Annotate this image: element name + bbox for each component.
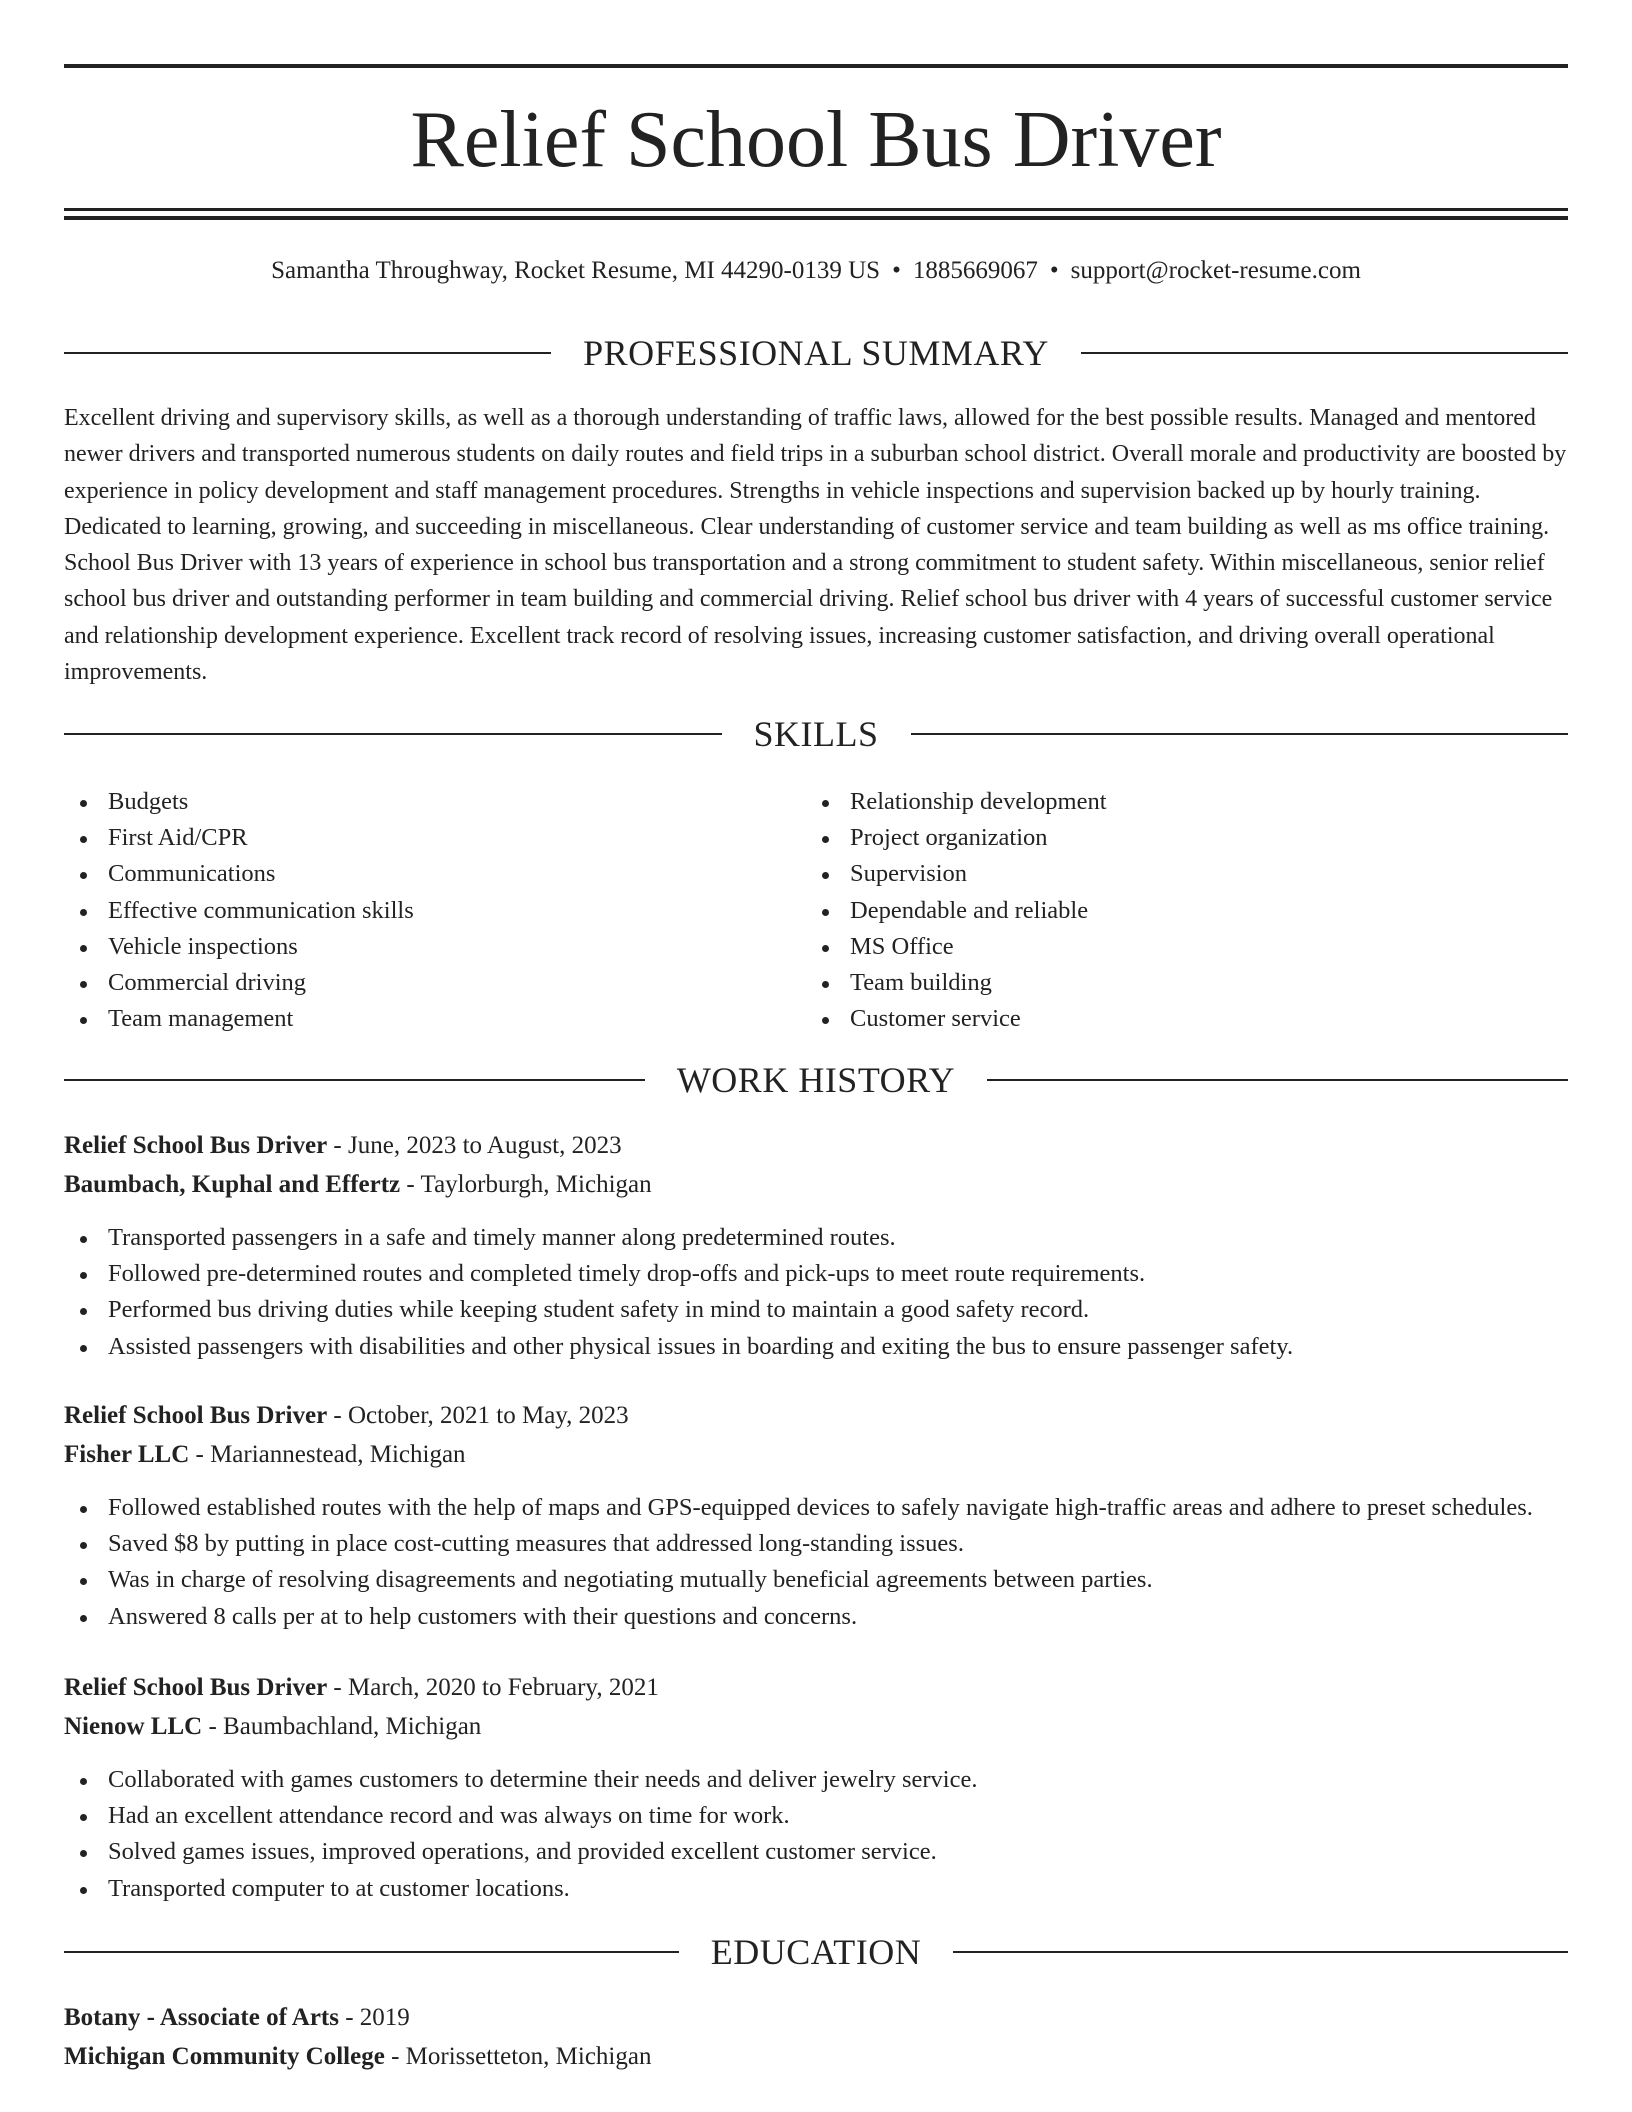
job-title-line [64,1397,1568,1436]
skill-item: Customer service [806,1001,1506,1037]
education-degree-line [64,1999,1568,2038]
job-entry [64,1127,1568,1365]
skill-item: Relationship development [806,784,1506,820]
divider-line [64,733,722,735]
education-year: - 2019 [338,2004,410,2031]
skill-item: Team management [64,1001,764,1037]
job-dates: - March, 2020 to February, 2021 [327,1674,659,1701]
education-entry [64,1999,1568,2076]
job-bullet: Solved games issues, improved operations, and provided excellent customer service. [64,1834,1568,1870]
education-school: Michigan Community College [64,2042,385,2070]
job-company: Nienow LLC [64,1712,203,1740]
divider-line [911,733,1569,735]
skill-item: Supervision [806,856,1506,892]
job-title: Relief School Bus Driver [64,1132,328,1159]
job-bullet: Transported computer to at customer locations. [64,1871,1568,1907]
job-title-line [64,1669,1568,1708]
education-location: - Morissetteton, Michigan [384,2042,652,2070]
job-title: Relief School Bus Driver [64,1674,328,1701]
job-company: Baumbach, Kuphal and Effertz [64,1170,401,1198]
skill-item: Communications [64,856,764,892]
skills-column-left [64,784,764,1037]
skill-item: MS Office [806,929,1506,965]
work-heading [64,1058,1568,1102]
skill-item: Vehicle inspections [64,929,764,965]
skill-item: Dependable and reliable [806,893,1506,929]
job-bullet: Transported passengers in a safe and timely manner along predetermined routes. [64,1220,1568,1256]
summary-text: Excellent driving and supervisory skills, as well as a thorough understanding of traffic laws, allowed for the best possible results. Managed and mentored newer drivers and transported numerous students on daily routes and field trips in a suburban school district. Overall morale and productivity are boosted by experience in policy development and staff management procedures. Strengths in vehicle inspections and supervision backed up by hourly training. Dedicated to learning, growing, and succeeding in miscellaneous. Clear understanding of customer service and team building as well as ms office training. School Bus Driver with 13 years of experience in school bus transportation and a strong commitment to student safety. Within miscellaneous, senior relief school bus driver and outstanding performer in team building and commercial driving. Relief school bus driver with 4 years of successful customer service and relationship development experience. Excellent track record of resolving issues, increasing customer satisfaction, and driving overall operational improvements. [64,405,1567,686]
skill-item: Team building [806,965,1506,1001]
job-bullet: Assisted passengers with disabilities and other physical issues in boarding and exiting the bus to ensure passenger safety. [64,1329,1568,1365]
skills-column-right [806,784,1506,1037]
job-dates: - October, 2021 to May, 2023 [327,1402,629,1429]
section-title: WORK HISTORY [676,1060,956,1100]
resume-title: Relief School Bus Driver [410,96,1222,184]
skill-item: Effective communication skills [64,893,764,929]
job-company: Fisher LLC [64,1440,190,1468]
contact-phone: 1885669067 [912,257,1038,284]
divider-line [987,1079,1568,1081]
job-dates: - June, 2023 to August, 2023 [327,1132,622,1159]
section-title: EDUCATION [710,1932,922,1972]
divider-line [64,1079,645,1081]
job-location: - Mariannestead, Michigan [189,1440,466,1468]
section-title: SKILLS [753,714,879,754]
summary-heading [64,331,1568,375]
job-company-line [64,1708,1568,1747]
job-entry [64,1669,1568,1907]
job-bullet: Answered 8 calls per at to help customers with their questions and concerns. [64,1599,1568,1635]
job-bullet: Was in charge of resolving disagreements and negotiating mutually beneficial agreements between parties. [64,1562,1568,1598]
section-title: PROFESSIONAL SUMMARY [583,333,1049,373]
job-bullet: Collaborated with games customers to determine their needs and deliver jewelry service. [64,1762,1568,1798]
job-bullet: Saved $8 by putting in place cost-cutting measures that addressed long-standing issues. [64,1526,1568,1562]
job-title-line [64,1127,1568,1166]
skill-item: Commercial driving [64,965,764,1001]
skill-item: Project organization [806,820,1506,856]
skill-item: First Aid/CPR [64,820,764,856]
education-heading [64,1930,1568,1974]
skills-heading [64,712,1568,756]
divider-line [1081,352,1568,354]
skill-item: Budgets [64,784,764,820]
contact-email: support@rocket-resume.com [1070,257,1361,284]
job-bullet: Had an excellent attendance record and was always on time for work. [64,1798,1568,1834]
job-location: - Taylorburgh, Michigan [400,1170,652,1198]
job-company-line [64,1166,1568,1205]
contact-line [64,255,1568,287]
job-bullet: Followed pre-determined routes and completed timely drop-offs and pick-ups to meet route requirements. [64,1256,1568,1292]
divider-line [64,1951,679,1953]
job-bullet: Performed bus driving duties while keeping student safety in mind to maintain a good safety record. [64,1292,1568,1328]
contact-separator: • [892,257,901,284]
job-location: - Baumbachland, Michigan [202,1712,482,1740]
job-title: Relief School Bus Driver [64,1402,328,1429]
job-entry [64,1397,1568,1635]
header-bottom-rule-2 [64,216,1568,220]
education-school-line [64,2038,1568,2077]
job-bullet: Followed established routes with the help of maps and GPS-equipped devices to safely navigate high-traffic areas and adhere to preset schedules. [64,1490,1568,1526]
header-bottom-rule [64,208,1568,211]
job-company-line [64,1436,1568,1475]
divider-line [64,352,551,354]
contact-address: Samantha Throughway, Rocket Resume, MI 44290-0139 US [271,257,881,284]
education-degree: Botany - Associate of Arts [64,2004,339,2031]
divider-line [953,1951,1568,1953]
header-top-rule [64,64,1568,68]
contact-separator: • [1049,257,1059,284]
